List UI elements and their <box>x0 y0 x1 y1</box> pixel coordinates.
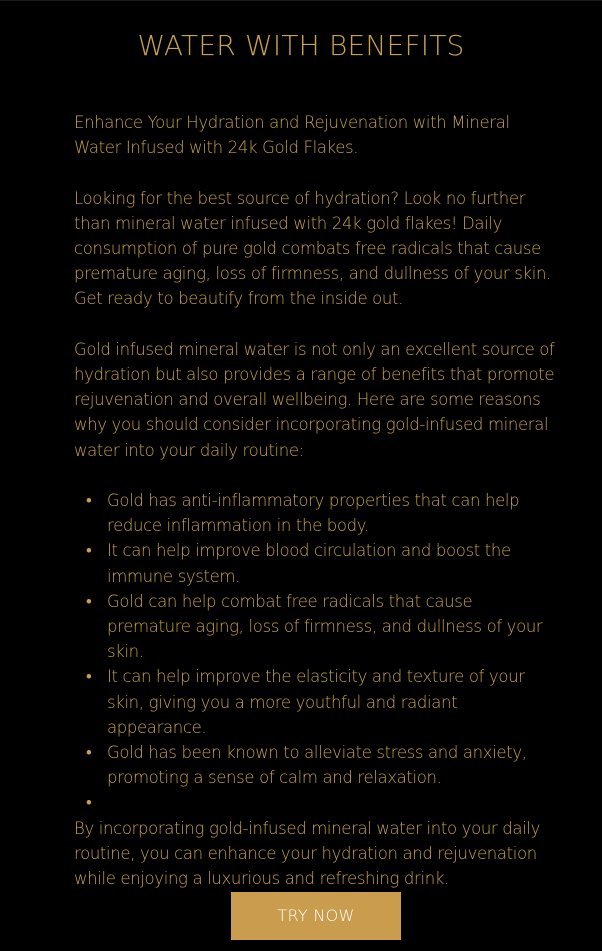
list-item <box>86 740 556 790</box>
article-body <box>74 110 556 891</box>
list-item-text: Gold has anti-inflammatory properties that can help reduce inflammation in the body. <box>107 491 520 536</box>
intro-lead: Enhance Your Hydration and Rejuvenation with Mineral Water Infused with 24k Gold Flakes. <box>74 113 510 158</box>
try-now-button[interactable]: TRY NOW <box>231 892 401 940</box>
top-divider <box>0 0 602 1</box>
list-item-text: Gold can help combat free radicals that cause premature aging, loss of firmness, and dullness of your skin. <box>107 591 543 662</box>
bullet-icon: • <box>86 491 92 510</box>
list-item-text: It can help improve blood circulation and boost the immune system. <box>107 541 511 586</box>
intro-paragraph-2: Gold infused mineral water is not only an excellent source of hydration but also provides a range of benefits that promote rejuvenation and overall wellbeing. Here are some reasons why you should consider incorporating gold-infused mineral water into your daily routine: <box>74 339 555 460</box>
list-item <box>86 589 556 665</box>
bullet-icon: • <box>86 591 92 611</box>
bullet-icon: • <box>86 743 92 763</box>
list-item <box>86 488 556 538</box>
list-item <box>86 538 556 588</box>
list-item-empty <box>86 790 556 815</box>
closing-paragraph: By incorporating gold-infused mineral water into your daily routine, you can enhance your hydration and rejuvenation while enjoying a luxurious and refreshing drink. <box>74 818 541 889</box>
list-item-text: It can help improve the elasticity and texture of your skin, giving you a more youthful and radiant appearance. <box>107 667 525 737</box>
bullet-icon: • <box>86 541 92 561</box>
list-item <box>86 664 556 740</box>
intro-paragraph-1: Looking for the best source of hydration? Look no further than mineral water infused with 24k gold flakes! Daily consumption of pure gold combats free radicals that cause premature aging, loss of firmness, and dullness of your skin. Get ready to beautify from the inside out. <box>74 188 551 309</box>
list-item-text: Gold has been known to alleviate stress and anxiety, promoting a sense of calm and relaxation. <box>107 743 527 788</box>
bullet-icon: • <box>86 667 92 687</box>
bullet-icon: • <box>86 793 92 813</box>
page-title: WATER WITH BENEFITS <box>137 29 465 62</box>
benefits-list <box>74 488 556 816</box>
